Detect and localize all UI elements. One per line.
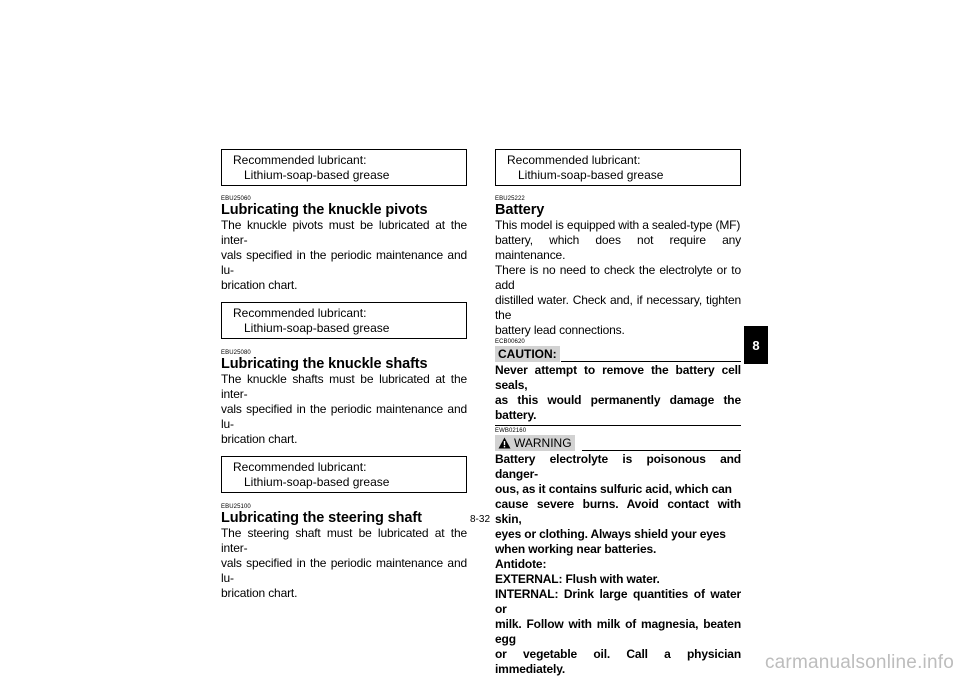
warning-tag — [495, 435, 575, 451]
section-title-knuckle-pivots: Lubricating the knuckle pivots — [221, 202, 428, 218]
body-line: distilled water. Check and, if necessary, tighten the — [495, 293, 741, 322]
warning-line: ous, as it contains sulfuric acid, which can — [495, 482, 732, 496]
warning-label: WARNING — [514, 436, 572, 450]
warning-text — [495, 452, 741, 677]
lubricant-label: Recommended lubricant: — [507, 153, 641, 167]
section-code: EBU25060 — [221, 196, 251, 202]
lubricant-value: Lithium-soap-based grease — [244, 321, 390, 335]
body-line: battery lead connections. — [495, 323, 625, 337]
body-line: battery, which does not require any maintenance. — [495, 233, 741, 262]
right-column — [495, 149, 741, 677]
caution-line: Never attempt to remove the battery cell seals, — [495, 363, 741, 392]
body-line: vals specified in the periodic maintenance and lu- — [221, 248, 467, 277]
body-line: The steering shaft must be lubricated at the inter- — [221, 526, 467, 555]
lubricant-value: Lithium-soap-based grease — [518, 168, 664, 182]
section-body-knuckle-shafts — [221, 372, 467, 447]
warning-code: EWB02160 — [495, 428, 527, 434]
caution-rule — [561, 361, 741, 362]
lubricant-box-knuckle-shafts — [221, 456, 467, 493]
warning-line: INTERNAL: Drink large quantities of water or — [495, 587, 741, 616]
warning-line: milk. Follow with milk of magnesia, beaten egg — [495, 617, 741, 646]
section-title-steering-shaft: Lubricating the steering shaft — [221, 510, 422, 526]
body-line: There is no need to check the electrolyte or to add — [495, 263, 741, 292]
caution-line: as this would permanently damage the battery. — [495, 393, 741, 422]
body-line: This model is equipped with a sealed-type (MF) — [495, 218, 741, 232]
section-body-steering-shaft — [221, 526, 467, 601]
watermark: carmanualsonline.info — [764, 652, 954, 673]
warning-rule — [582, 450, 741, 451]
warning-line: EXTERNAL: Flush with water. — [495, 572, 660, 586]
body-line: brication chart. — [221, 432, 298, 446]
section-code: EBU25080 — [221, 350, 251, 356]
page-number: 8-32 — [469, 514, 490, 525]
section-body-battery — [495, 218, 741, 338]
warning-line: when working near batteries. — [495, 542, 657, 556]
warning-line: or vegetable oil. Call a physician immediately. — [495, 647, 741, 676]
lubricant-box-top-right — [495, 149, 741, 186]
section-code: EBU25100 — [221, 504, 251, 510]
section-code: EBU25222 — [495, 196, 525, 202]
left-column — [221, 149, 467, 601]
lubricant-value: Lithium-soap-based grease — [244, 168, 390, 182]
section-title-knuckle-shafts: Lubricating the knuckle shafts — [221, 356, 428, 372]
body-line: brication chart. — [221, 586, 298, 600]
chapter-tab: 8 — [744, 326, 768, 364]
warning-line: Antidote: — [495, 557, 547, 571]
warning-line: Battery electrolyte is poisonous and danger- — [495, 452, 741, 481]
lubricant-label: Recommended lubricant: — [233, 460, 367, 474]
lubricant-box-top-left — [221, 149, 467, 186]
warning-triangle-icon — [498, 437, 511, 449]
lubricant-label: Recommended lubricant: — [233, 153, 367, 167]
lubricant-box-knuckle-pivots — [221, 302, 467, 339]
caution-label: CAUTION: — [495, 346, 560, 362]
lubricant-label: Recommended lubricant: — [233, 306, 367, 320]
body-line: The knuckle shafts must be lubricated at the inter- — [221, 372, 467, 401]
section-title-battery: Battery — [495, 202, 545, 218]
body-line: The knuckle pivots must be lubricated at the inter- — [221, 218, 467, 247]
body-line: vals specified in the periodic maintenance and lu- — [221, 556, 467, 585]
warning-line: eyes or clothing. Always shield your eyes — [495, 527, 726, 541]
caution-code: ECB00620 — [495, 339, 525, 345]
caution-header — [495, 346, 741, 363]
warning-line: cause severe burns. Avoid contact with skin, — [495, 497, 741, 526]
warning-header — [495, 435, 741, 452]
caution-bottom-rule — [495, 425, 741, 426]
caution-text — [495, 363, 741, 423]
lubricant-value: Lithium-soap-based grease — [244, 475, 390, 489]
body-line: vals specified in the periodic maintenance and lu- — [221, 402, 467, 431]
body-line: brication chart. — [221, 278, 298, 292]
section-body-knuckle-pivots — [221, 218, 467, 293]
